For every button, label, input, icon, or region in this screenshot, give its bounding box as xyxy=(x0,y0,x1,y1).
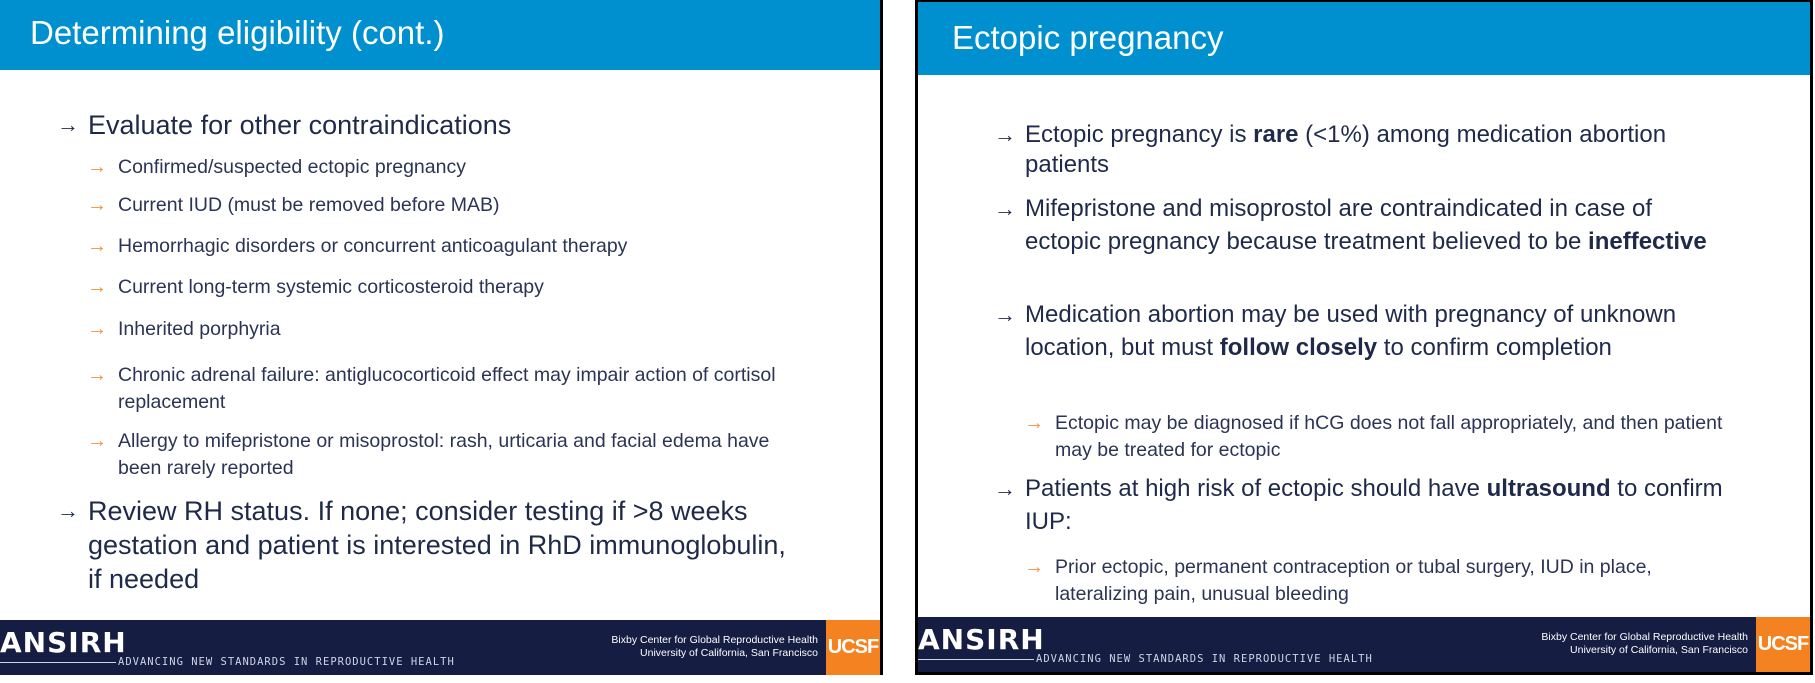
bullet-text xyxy=(1025,192,1724,258)
orange-right-arrow-icon: → xyxy=(87,318,107,340)
right-arrow-icon: → xyxy=(994,302,1016,327)
bullet-text-segment: to confirm completion xyxy=(1377,334,1612,361)
slide-eligibility xyxy=(0,0,883,675)
right-arrow-icon: → xyxy=(57,498,79,523)
bullet-item xyxy=(994,120,1724,180)
emphasis-text: rare xyxy=(1253,121,1299,148)
orange-right-arrow-icon: → xyxy=(87,364,107,386)
bullet-text-segment: Patients at high risk of ectopic should have xyxy=(1025,475,1487,502)
orange-right-arrow-icon: → xyxy=(87,194,107,216)
bullet-text-segment: Prior ectopic, permanent contraception or tubal surgery, IUD in place, lateralizing pain, unusual bleeding xyxy=(1055,556,1652,605)
ansirh-logo: ANSIRH xyxy=(918,623,1045,656)
affiliation: Bixby Center for Global Reproductive Health University of California, San Francisco xyxy=(1541,631,1748,656)
bullet-text-segment: Medication abortion may be used with pregnancy of unknown location, but must xyxy=(1025,301,1677,361)
logo-tagline: ADVANCING NEW STANDARDS IN REPRODUCTIVE HEALTH xyxy=(1036,653,1373,665)
emphasis-text: ultrasound xyxy=(1486,475,1611,502)
title-bar xyxy=(0,0,880,70)
title-bar xyxy=(918,2,1810,75)
bullet-text xyxy=(1025,120,1724,180)
bullet-text xyxy=(1025,472,1724,538)
bullet-text xyxy=(1055,554,1724,608)
emphasis-text: ineffective xyxy=(1588,228,1707,255)
right-arrow-icon: → xyxy=(994,196,1016,221)
sub-bullet-item: → Hemorrhagic disorders or concurrent anticoagulant therapy xyxy=(87,233,627,260)
ucsf-logo: UCSF xyxy=(826,620,880,675)
sub-bullet-item: → Chronic adrenal failure: antiglucocorticoid effect may impair action of cortisol replacement xyxy=(87,362,787,416)
right-arrow-icon: → xyxy=(57,112,79,137)
bullet-text-segment: to confirm IUP: xyxy=(1025,475,1723,535)
sub-bullet-item: → Current long-term systemic corticosteroid therapy xyxy=(87,274,544,301)
slide-title: Ectopic pregnancy xyxy=(952,19,1224,56)
bullet-text-segment: Mifepristone and misoprostol are contraindicated in case of ectopic pregnancy because treatment believed to be xyxy=(1025,195,1652,255)
orange-right-arrow-icon: → xyxy=(87,276,107,298)
bullet-text-segment: Ectopic pregnancy is xyxy=(1025,121,1254,148)
slide-title: Determining eligibility (cont.) xyxy=(30,14,445,51)
right-arrow-icon: → xyxy=(994,476,1016,501)
orange-right-arrow-icon: → xyxy=(1024,556,1044,578)
bullet-text-segment: (<1%) among medication abortion patients xyxy=(1025,121,1667,178)
bullet-item xyxy=(994,192,1724,258)
ucsf-logo: UCSF xyxy=(1756,617,1810,672)
sub-bullet-item: → Inherited porphyria xyxy=(87,316,281,343)
orange-right-arrow-icon: → xyxy=(87,235,107,257)
sub-bullet-item xyxy=(1024,554,1724,608)
bullet-item: → Evaluate for other contraindications xyxy=(57,110,512,140)
bullet-item xyxy=(994,298,1724,364)
logo-underline xyxy=(918,659,1034,660)
sub-bullet-item: → Confirmed/suspected ectopic pregnancy xyxy=(87,154,466,181)
sub-bullet-item xyxy=(1024,410,1724,464)
slide-ectopic xyxy=(915,0,1813,675)
sub-bullet-item: → Allergy to mifepristone or misoprostol: rash, urticaria and facial edema have been rarely reported xyxy=(87,428,787,482)
orange-right-arrow-icon: → xyxy=(1024,412,1044,434)
slide-footer xyxy=(0,620,880,675)
bullet-text xyxy=(1055,410,1724,464)
logo-underline xyxy=(0,662,116,663)
slide-footer xyxy=(918,617,1810,672)
logo-tagline: ADVANCING NEW STANDARDS IN REPRODUCTIVE HEALTH xyxy=(118,656,455,668)
orange-right-arrow-icon: → xyxy=(87,430,107,452)
sub-bullet-item: → Current IUD (must be removed before MAB) xyxy=(87,192,499,219)
bullet-text xyxy=(1025,298,1724,364)
bullet-item xyxy=(994,472,1724,538)
affiliation: Bixby Center for Global Reproductive Health University of California, San Francisco xyxy=(611,634,818,659)
ansirh-logo: ANSIRH xyxy=(0,626,127,659)
right-arrow-icon: → xyxy=(994,122,1016,147)
bullet-item: → Review RH status. If none; consider testing if >8 weeks gestation and patient is interested in RhD immunoglobulin, if needed xyxy=(57,496,786,594)
emphasis-text: follow closely xyxy=(1219,334,1378,361)
bullet-text-segment: Ectopic may be diagnosed if hCG does not fall appropriately, and then patient may be treated for ectopic xyxy=(1055,412,1723,461)
orange-right-arrow-icon: → xyxy=(87,156,107,178)
